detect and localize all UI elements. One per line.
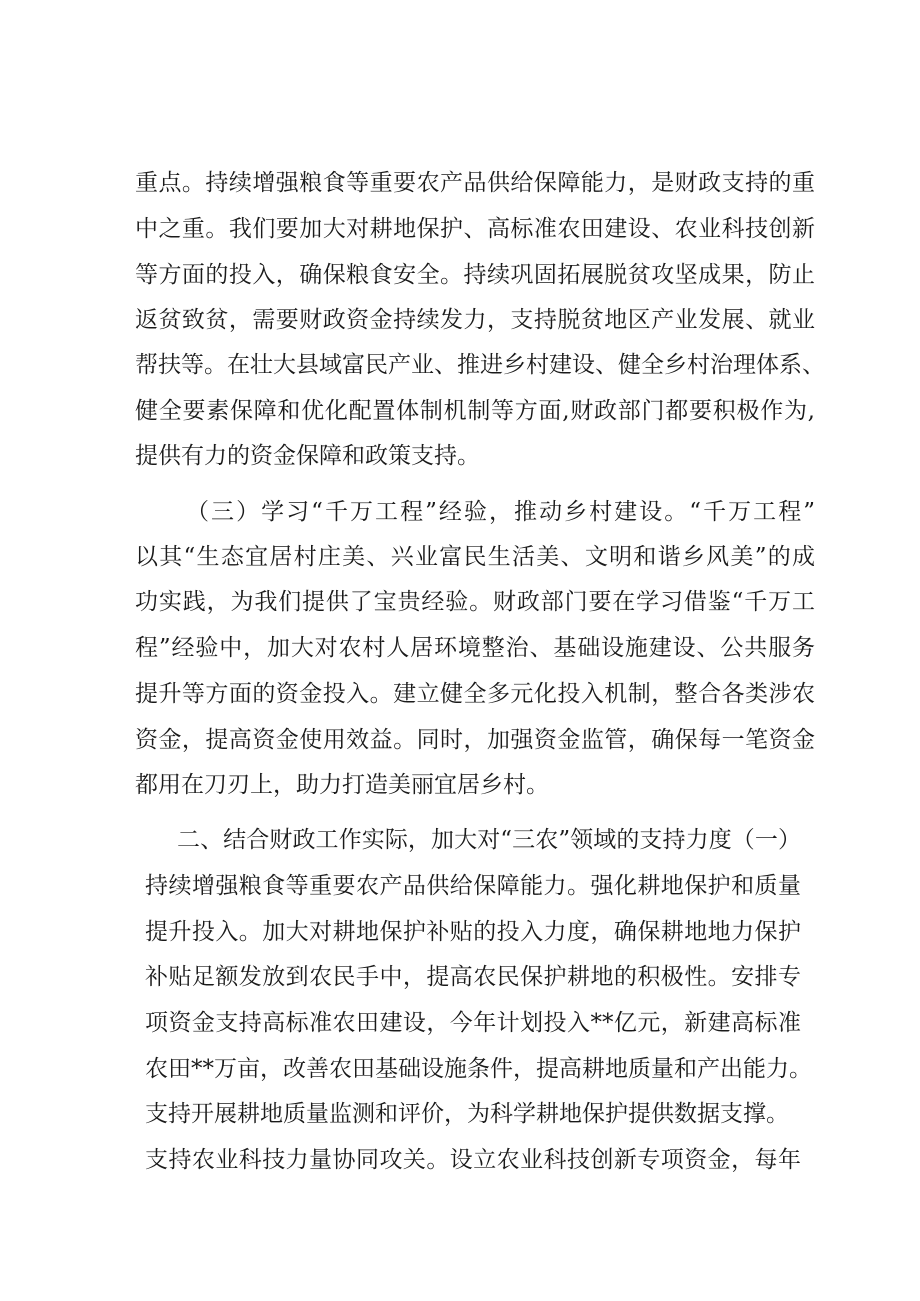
paragraph-1-line-5: 帮扶等。在壮大县域富民产业、推进乡村建设、健全乡村治理体系、: [135, 352, 825, 378]
paragraph-1-line-7: 提供有力的资金保障和政策支持。: [135, 443, 480, 469]
paragraph-3-line-2: 持续增强粮食等重要农产品供给保障能力。强化耕地保护和质量: [145, 873, 801, 899]
paragraph-1-line-6: 健全要素保障和优化配置体制机制等方面,财政部门都要积极作为,: [135, 398, 815, 424]
paragraph-3-line-7: 支持开展耕地质量监测和评价，为科学耕地保护提供数据支撑。: [145, 1101, 789, 1127]
paragraph-1-line-3: 等方面的投入，确保粮食安全。持续巩固拓展脱贫攻坚成果，防止: [135, 262, 815, 288]
paragraph-1-line-1: 重点。持续增强粮食等重要农产品供给保障能力，是财政支持的重: [135, 170, 815, 196]
paragraph-2-line-2: 以其“生态宜居村庄美、兴业富民生活美、文明和谐乡风美”的成: [135, 544, 815, 570]
paragraph-2-line-6: 资金，提高资金使用效益。同时，加强资金监管，确保每一笔资金: [135, 727, 815, 753]
paragraph-3-line-6: 农田**万亩，改善农田基础设施条件，提高耕地质量和产出能力。: [145, 1056, 812, 1082]
paragraph-2-line-3: 功实践，为我们提供了宝贵经验。财政部门要在学习借鉴“千万工: [135, 589, 815, 615]
paragraph-3-line-3: 提升投入。加大对耕地保护补贴的投入力度，确保耕地地力保护: [145, 919, 801, 945]
paragraph-2-line-1: （三）学习“千万工程”经验，推动乡村建设。“千万工程”: [186, 499, 815, 525]
paragraph-1-line-2: 中之重。我们要加大对耕地保护、高标准农田建设、农业科技创新: [135, 216, 815, 242]
paragraph-3-line-4: 补贴足额发放到农民手中，提高农民保护耕地的积极性。安排专: [145, 964, 801, 990]
paragraph-2-line-4: 程”经验中，加大对农村人居环境整治、基础设施建设、公共服务: [135, 635, 815, 661]
paragraph-3-line-8: 支持农业科技力量协同攻关。设立农业科技创新专项资金，每年: [145, 1147, 801, 1173]
paragraph-2-line-7: 都用在刀刃上，助力打造美丽宜居乡村。: [135, 772, 549, 798]
paragraph-3-line-5: 项资金支持高标准农田建设，今年计划投入**亿元，新建高标准: [145, 1010, 801, 1036]
paragraph-3-line-1: 二、结合财政工作实际，加大对“三农”领域的支持力度（一）: [177, 827, 801, 853]
paragraph-1-line-4: 返贫致贫，需要财政资金持续发力，支持脱贫地区产业发展、就业: [135, 307, 815, 333]
paragraph-2-line-5: 提升等方面的资金投入。建立健全多元化投入机制，整合各类涉农: [135, 681, 815, 707]
